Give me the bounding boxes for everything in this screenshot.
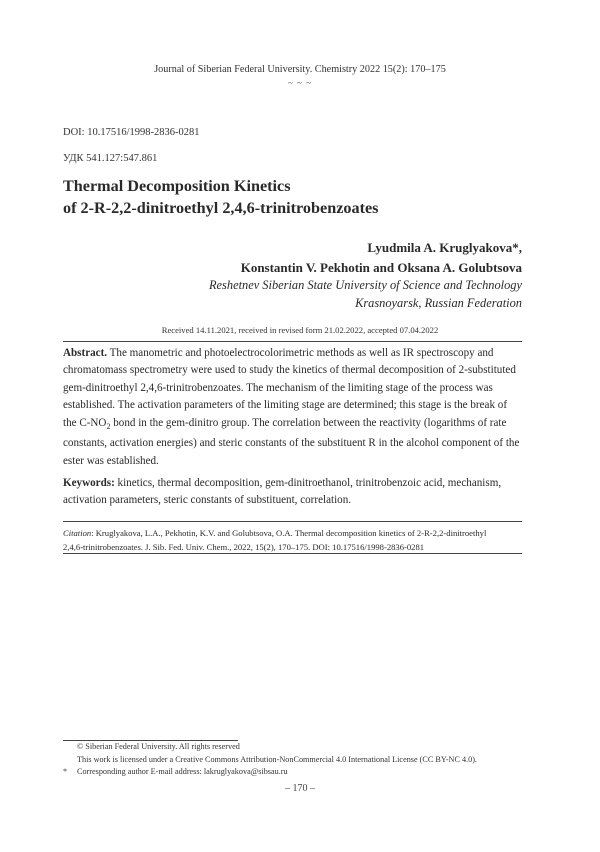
abstract-line-1 xyxy=(63,345,522,362)
authors-line-2: Konstantin V. Pekhotin and Oksana A. Golubtsova xyxy=(240,260,522,275)
abstract-line-4: established. The activation parameters of the limiting stage are determined; this stage is the break of xyxy=(63,399,508,412)
doi-line: DOI: 10.17516/1998-2836-0281 xyxy=(63,127,200,138)
page-number: – 170 – xyxy=(285,783,315,794)
citation-line-1 xyxy=(63,526,522,540)
copyright-text: © Siberian Federal University. All rights reserved xyxy=(77,742,240,751)
abstract-label: Abstract. xyxy=(63,347,108,359)
citation-block xyxy=(63,526,522,554)
abstract-line-5 xyxy=(63,415,522,436)
citation-top-rule xyxy=(63,521,522,522)
abstract-text-1: The manometric and photoelectrocolorimetric methods as well as IR spectroscopy and xyxy=(107,347,494,359)
authors-block xyxy=(241,238,522,278)
citation-text-1: : Kruglyakova, L.A., Pekhotin, K.V. and Golubtsova, O.A. Thermal decomposition kinetics of 2-R-2,2-dinitroethyl xyxy=(91,528,487,538)
abstract-line-3: gem-dinitroethyl 2,4,6-trinitrobenzoates. The mechanism of the limiting stage of the process was xyxy=(63,381,493,394)
abstract-line-7: ester was established. xyxy=(63,454,159,467)
abstract-text-5-post: bond in the gem-dinitro group. The correlation between the reactivity (logarithms of rate xyxy=(110,416,507,429)
abstract-line-6: constants, activation energies) and steric constants of the substituent R in the alcohol component of the xyxy=(63,437,520,450)
affiliation-block xyxy=(209,276,522,312)
header-ornament: ~ ~ ~ xyxy=(287,78,313,88)
keywords-line-2: activation parameters, steric constants of substituent, correlation. xyxy=(63,494,352,507)
keywords-line-1 xyxy=(63,475,522,492)
citation-label: Citation xyxy=(63,528,92,538)
title-line-1: Thermal Decomposition Kinetics xyxy=(63,177,291,195)
abstract-block xyxy=(63,345,522,470)
abstract-line-2: chromatomass spectrometry were used to study the kinetics of thermal decomposition of 2-substituted xyxy=(63,364,516,377)
citation-line-2: 2,4,6-trinitrobenzoates. J. Sib. Fed. Univ. Chem., 2022, 15(2), 170–175. DOI: 10.17516/1998-2836-0281 xyxy=(63,542,425,552)
abstract-text-5-pre: the C-NO xyxy=(63,416,107,429)
keywords-text-1: kinetics, thermal decomposition, gem-dinitroethanol, trinitrobenzoic acid, mechanism, xyxy=(114,477,502,489)
title-line-2: of 2-R-2,2-dinitroethyl 2,4,6-trinitrobenzoates xyxy=(63,199,379,217)
keywords-block xyxy=(63,475,522,510)
affiliation-line-2: Krasnoyarsk, Russian Federation xyxy=(355,296,522,310)
corresponding-text: Corresponding author E-mail address: lakruglyakova@sibsau.ru xyxy=(77,767,288,776)
footnote-corresponding xyxy=(63,766,533,779)
journal-header: Journal of Siberian Federal University. Chemistry 2022 15(2): 170–175 xyxy=(154,64,446,75)
footnote-copyright xyxy=(63,741,533,754)
no2-subscript: 2 xyxy=(106,421,111,431)
udc-line: УДК 541.127:547.861 xyxy=(63,153,158,164)
article-title xyxy=(63,175,533,219)
affiliation-line-1: Reshetnev Siberian State University of Science and Technology xyxy=(208,278,522,292)
footnote-star: * xyxy=(63,767,68,776)
license-text: This work is licensed under a Creative Commons Attribution-NonCommercial 4.0 International License (CC BY-NC 4.0). xyxy=(77,754,477,764)
footnote-license xyxy=(63,754,533,767)
received-dates: Received 14.11.2021, received in revised form 21.02.2022, accepted 07.04.2022 xyxy=(161,325,439,335)
abstract-top-rule xyxy=(63,341,522,342)
authors-line-1: Lyudmila A. Kruglyakova*, xyxy=(367,240,522,255)
footnotes-block xyxy=(63,741,533,779)
citation-bottom-rule xyxy=(63,553,522,554)
keywords-label: Keywords: xyxy=(63,477,115,489)
